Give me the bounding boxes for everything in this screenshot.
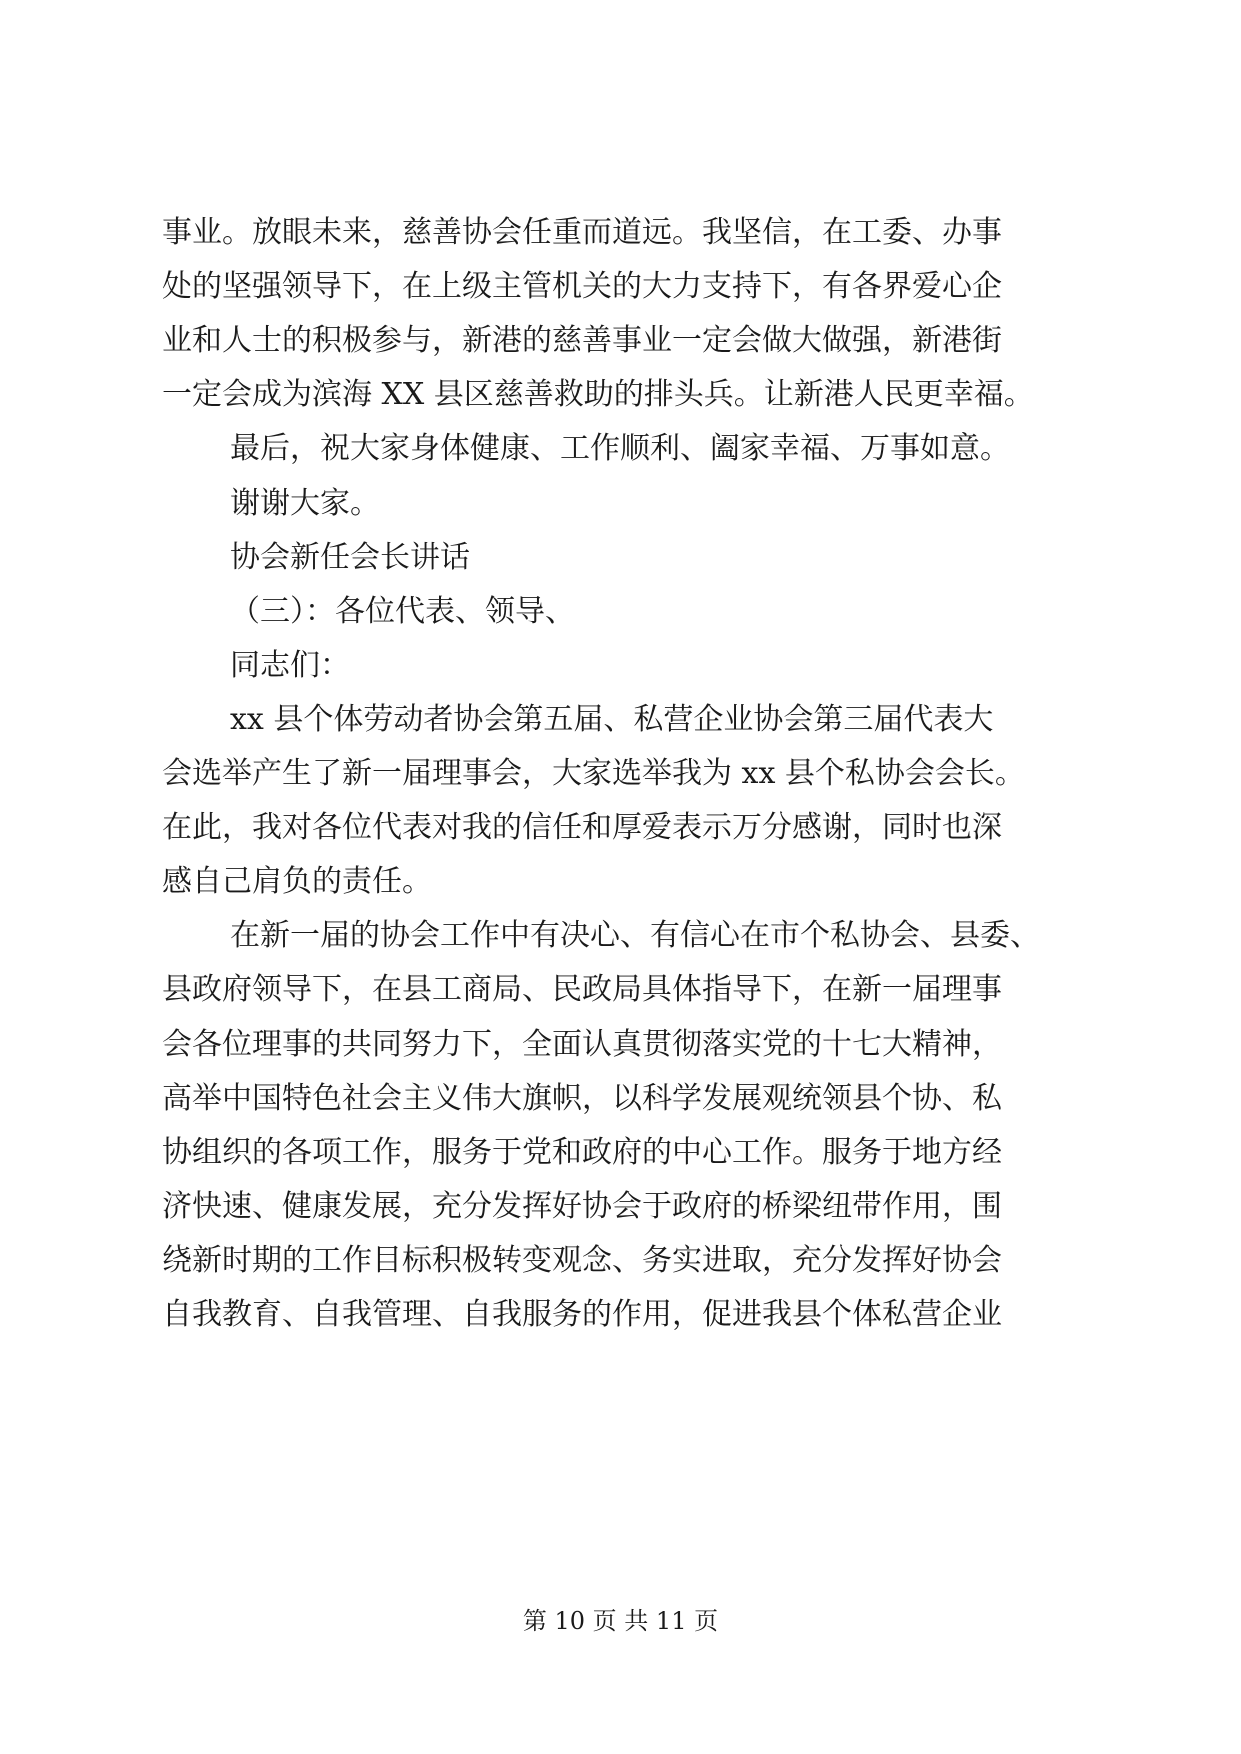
text-line: 一定会成为滨海 XX 县区慈善救助的排头兵。让新港人民更幸福。: [162, 377, 1034, 413]
text-line: 济快速、健康发展，充分发挥好协会于政府的桥梁纽带作用，围: [162, 1188, 1002, 1224]
text-line: 县政府领导下，在县工商局、民政局具体指导下，在新一届理事: [162, 972, 1002, 1008]
text-line: 绕新时期的工作目标积极转变观念、务实进取，充分发挥好协会: [162, 1242, 1002, 1278]
text-line: 业和人士的积极参与，新港的慈善事业一定会做大做强，新港街: [162, 323, 1002, 359]
text-line: 协会新任会长讲话: [230, 539, 470, 575]
text-line: 在新一届的协会工作中有决心、有信心在市个私协会、县委、: [230, 918, 1040, 954]
text-line: 在此，我对各位代表对我的信任和厚爱表示万分感谢，同时也深: [162, 810, 1002, 846]
page-footer: 第 10 页 共 11 页: [522, 1607, 719, 1635]
text-line: 事业。放眼未来，慈善协会任重而道远。我坚信，在工委、办事: [162, 215, 1002, 250]
text-line: 谢谢大家。: [230, 485, 380, 521]
text-line: 高举中国特色社会主义伟大旗帜，以科学发展观统领县个协、私: [162, 1080, 1002, 1116]
text-line: xx 县个体劳动者协会第五届、私营企业协会第三届代表大: [230, 701, 994, 737]
text-line: 处的坚强领导下，在上级主管机关的大力支持下，有各界爱心企: [162, 269, 1002, 305]
text-line: 自我教育、自我管理、自我服务的作用，促进我县个体私营企业: [162, 1297, 1002, 1332]
text-line: （三）：各位代表、领导、: [230, 593, 575, 629]
text-line: 同志们：: [230, 647, 350, 683]
text-line: 会选举产生了新一届理事会，大家选举我为 xx 县个私协会会长。: [162, 756, 1025, 791]
text-line: 会各位理事的共同努力下，全面认真贯彻落实党的十七大精神，: [162, 1026, 1002, 1062]
text-line: 最后，祝大家身体健康、工作顺利、阖家幸福、万事如意。: [230, 431, 1010, 467]
text-line: 协组织的各项工作，服务于党和政府的中心工作。服务于地方经: [162, 1134, 1002, 1170]
text-line: 感自己肩负的责任。: [162, 864, 432, 900]
